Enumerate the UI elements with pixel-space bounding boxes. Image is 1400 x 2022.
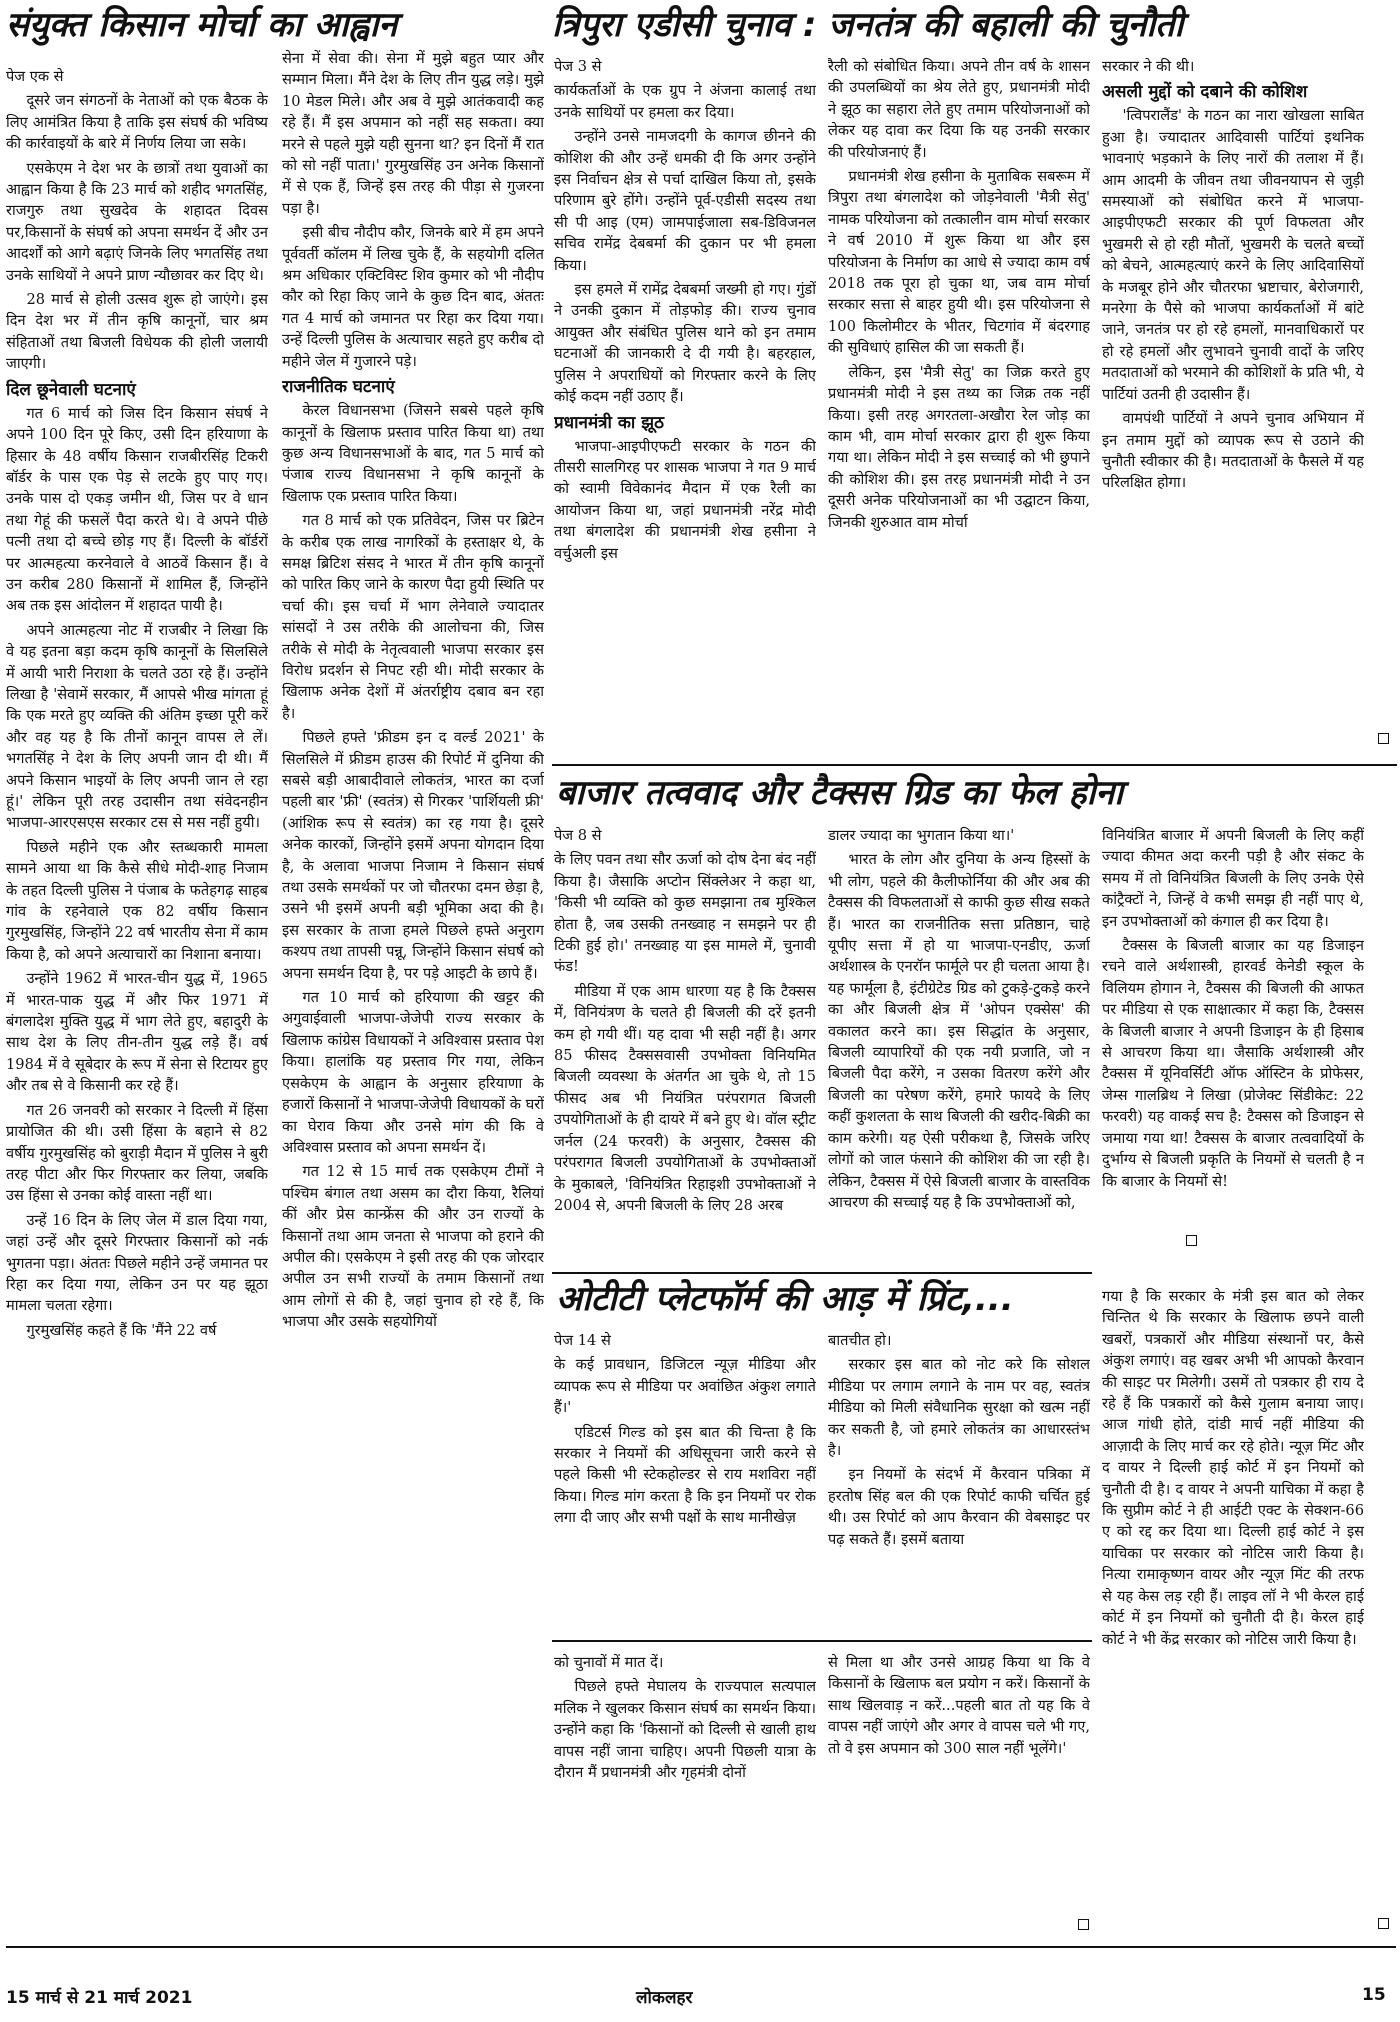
paragraph: कार्यकर्ताओं के एक ग्रुप ने अंजना कालाई तथा उनके साथियों पर हमला कर दिया। bbox=[554, 82, 816, 121]
paragraph: वामपंथी पार्टियों ने अपने चुनाव अभियान में इन तमाम मुद्दों को व्यापक रूप से उठाने की चुनौती स्वीकार की है। मतदाताओं के फैसले में यह परिलक्षित होगा। bbox=[1102, 410, 1364, 492]
paragraph: मीडिया में एक आम धारणा यह है कि टैक्सस में, विनियंत्रण के चलते ही बिजली की दरें इतनी कम हो गयी थीं। यह दावा भी सही नहीं है। अगर 85 फीसद टैक्ससवासी उपभोक्ता विनियमित बिजली व्यवस्था के अंतर्गत आ चुके थे, तो 15 फीसद अब भी नियंत्रित परंपरागत बिजली उपयोगिताओं के ही दायरे में बने हुए थे। वॉल स्ट्रीट जर्नल (24 फरवरी) के अनुसार, टैक्सस की परंपरागत बिजली उपयोगिताओं के उपभोक्ताओं के मुकाबले, 'विनियंत्रित रिहाइशी उपभोक्ताओं ने 2004 से, अपनी बिजली के लिए 28 अरब bbox=[554, 982, 816, 1214]
kisan-column-1 bbox=[6, 66, 268, 1941]
paragraph: के कई प्रावधान, डिजिटल न्यूज़ मीडिया और व्यापक रूप से मीडिया पर अवांछित अंकुश लगाते हैं।' bbox=[554, 1356, 816, 1417]
paragraph: गया है कि सरकार के मंत्री इस बात को लेकर चिन्तित थे कि सरकार के खिलाफ छपने वाली खबरों, पत्रकारों और मीडिया संस्थानों पर, कैसे अंकुश लगाएं। वह खबर अभी भी आपको कैरवान की साइट पर मिलेगी। उसमें तो पत्रकार ही राय दे रहे हैं कि पत्रकारों को कैसे गुलाम बनाया जाए। आज गांधी होते, दांडी मार्च नहीं मीडिया की आज़ादी के लिए मार्च कर रहे होते। न्यूज़ मिंट और द वायर ने दिल्ली हाई कोर्ट में इन नियमों को चुनौती दी है। द वायर ने अपनी याचिका में कहा है कि सुप्रीम कोर्ट ने ही आईटी एक्ट के सेक्शन-66 ए को रद्द कर दिया था। दिल्ली हाई कोर्ट ने इस याचिका पर सरकार को नोटिस जारी किया है। नित्या रामाकृष्णन वायर और न्यूज़ मिंट की तरफ से यह केस लड़ रही हैं। लाइव लॉ ने भी केरल हाई कोर्ट में इन नियमों को चुनौती दी है। केरल हाई कोर्ट ने भी केंद्र सरकार को नोटिस जारी किया है। bbox=[1102, 1288, 1364, 1648]
paragraph: गत 10 मार्च को हरियाणा की खट्टर की अगुवाईवाली भाजपा-जेजेपी राज्य सरकार के खिलाफ कांग्रेस विधायकों ने अविश्वास प्रस्ताव पेश किया। हालांकि यह प्रस्ताव गिर गया, लेकिन एसकेएम के आह्वान के अनुसार हरियाणा के हजारों किसानों ने भाजपा-जेजेपी विधायकों के घरों का घेराव किया और उनसे मांग की कि वे अविश्वास प्रस्ताव को अपना समर्थन दें। bbox=[282, 989, 544, 1156]
paragraph: 'त्विपरालैंड' के गठन का नारा खोखला साबित हुआ है। ज्यादातर आदिवासी पार्टियां इथनिक भावनाएं भड़काने के लिए नारों की तलाश में हैं। आम आदमी के जीवन तथा जीवनयापन से जुड़ी समस्याओं को संबोधित करने में भाजपा-आइपीएफटी सरकार की पूर्ण विफलता और भुखमरी से हो रही मौतों, भुखमरी के चलते बच्चों को बेचने, आत्महत्याएं करने के लिए आदिवासियों के मजबूर होने और चौतरफा भ्रष्टाचार, बेरोजगारी, मनरेगा के पैसे को भाजपा कार्यकर्ताओं में बांटे जाने, जनतंत्र पर हो रहे हमलों, मानवाधिकारों पर हो रहे हमलों और लुभावने चुनावी वादों के जरिए मतदाताओं को भरमाने की कोशिशों के प्रति भी, ये पार्टियां उतनी ही उदासीन हैं। bbox=[1102, 107, 1364, 403]
end-mark bbox=[1378, 1918, 1389, 1929]
paragraph: 28 मार्च से होली उत्सव शुरू हो जाएंगे। इस दिन देश भर में तीन कृषि कानूनों, चार श्रम संहिताओं तथा बिजली विधेयक की होली जलायी जाएगी। bbox=[6, 291, 268, 373]
continuation-label: पेज 8 से bbox=[554, 827, 602, 844]
end-mark bbox=[1378, 733, 1389, 744]
kisan-column-2 bbox=[282, 48, 544, 1941]
tripura-column-1 bbox=[554, 56, 816, 756]
paragraph: इसी बीच नौदीप कौर, जिनके बारे में हम अपने पूर्ववर्ती कॉलम में लिख चुके हैं, के सहयोगी दलित श्रम अधिकार एक्टिविस्ट शिव कुमार को भी नौदीप कौर को रिहा किए जाने के कुछ दिन बाद, अंततः गत 4 मार्च को जमानत पर रिहा कर दिया गया। उन्हें दिल्ली पुलिस के अत्याचार सहते हुए करीब दो महीने जेल में गुजारने पड़े। bbox=[282, 224, 544, 370]
paragraph: एसकेएम ने देश भर के छात्रों तथा युवाओं का आह्वान किया है कि 23 मार्च को शहीद भगतसिंह, राजगुरु तथा सुखदेव के शहादत दिवस पर,किसानों के संघर्ष को अपना समर्थन दें और उन आदर्शों को आगे बढ़ाएं जिनके लिए भगतसिंह तथा उनके साथियों ने अपने प्राण न्यौछावर कर दिए थे। bbox=[6, 159, 268, 284]
footer-rule bbox=[6, 1946, 1396, 1948]
paragraph: से मिला था और उनसे आग्रह किया था कि वे किसानों के खिलाफ बल प्रयोग न करें। किसानों के साथ खिलवाड़ न करें...पहली बात तो यह कि वे वापस नहीं जाएंगे और अगर वे वापस चले भी गए, तो वे इस अपमान को 300 साल नहीं भूलेंगे।' bbox=[828, 1654, 1090, 1757]
paragraph: इन नियमों के संदर्भ में कैरवान पत्रिका में हरतोष सिंह बल की एक रिपोर्ट काफी चर्चित हुई थी। उस रिपोर्ट को आप कैरवान की वेबसाइट पर पढ़ सकते हैं। इसमें बताया bbox=[828, 1466, 1090, 1548]
end-mark bbox=[1186, 1235, 1197, 1246]
paragraph: पिछले हफ्ते 'फ्रीडम इन द वर्ल्ड 2021' के सिलसिले में फ्रीडम हाउस की रिपोर्ट में दुनिया की सबसे बड़ी आबादीवाले लोकतंत्र, भारत का दर्जा पहली बार 'फ्री' (स्वतंत्र) से गिरकर 'पार्शियली फ्री' (आंशिक रूप से स्वतंत्र) का रह गया है। दूसरे अनेक कारकों, जिन्होंने इसमें अपना योगदान दिया है, के अलावा भाजपा निजाम ने किसान संघर्ष तथा उसके समर्थकों पर जो चौतरफा दमन छेड़ा है, उसने भी इसमें अपनी बड़ी भूमिका अदा की है। इस सरकार के ताजा हमले पिछले हफ्ते अनुराग कश्यप तथा तापसी पन्नू, जिन्होंने किसान संघर्ष को अपना समर्थन दिया है, पर पड़े आइटी के छापे हैं। bbox=[282, 729, 544, 982]
divider-line bbox=[552, 1272, 1092, 1274]
subheading: राजनीतिक घटनाएं bbox=[282, 377, 395, 398]
tripura-column-3 bbox=[1102, 56, 1364, 756]
subheading: प्रधानमंत्री का झूठ bbox=[554, 412, 664, 433]
paragraph: सेना में सेवा की। सेना में मुझे बहुत प्यार और सम्मान मिला। मैंने देश के लिए तीन युद्ध लड़े। मुझे 10 मेडल मिले। और अब वे मुझे आतंकवादी कह रहे हैं। मैं इस अपमान को नहीं सह सकता। क्या मरने से पहले मुझे यही सुनना था? इन दिनों मैं रात को सो नहीं पाता।' गुरमुखसिंह उन अनेक किसानों में से एक हैं, जिन्हें इस तरह की पीड़ा से गुजरना पड़ा है। bbox=[282, 50, 544, 217]
paragraph: पिछले हफ्ते मेघालय के राज्यपाल सत्यपाल मलिक ने खुलकर किसान संघर्ष का समर्थन किया। उन्होंने कहा कि 'किसानों को दिल्ली से खाली हाथ वापस नहीं जाना चाहिए। अपनी पिछली यात्रा के दौरान मैं प्रधानमंत्री और गृहमंत्री दोनों bbox=[554, 1678, 816, 1782]
kisan-continuation-column-4 bbox=[828, 1652, 1090, 1942]
paragraph: लेकिन, इस 'मैत्री सेतु' का जिक्र करते हुए प्रधानमंत्री मोदी ने इस तथ्य का जिक्र तक नहीं किया। इसी तरह अगरतला-अखौरा रेल जोड़ का काम भी, वाम मोर्चा सरकार द्वारा ही शुरू किया गया था। लेकिन मोदी ने इस सच्चाई को भी छुपाने की कोशिश की। इस तरह प्रधानमंत्री मोदी ने उन दूसरी अनेक परियोजनाओं का भी उद्घाटन किया, जिनकी शुरुआत वाम मोर्चा bbox=[828, 363, 1090, 531]
paragraph: विनियंत्रित बाजार में अपनी बिजली के लिए कहीं ज्यादा कीमत अदा करनी पड़ी है और संकट के समय में तो विनियंत्रित बिजली के लिए उनके ऐसे कांट्रैक्टों ने, जिन्हें वे कभी समझ ही नहीं पाए थे, इन उपभोक्ताओं को कंगाल ही कर दिया है। bbox=[1102, 827, 1364, 930]
paragraph: टैक्सस के बिजली बाजार का यह डिजाइन रचने वाले अर्थशास्त्री, हारवर्ड केनेडी स्कूल के विलियम होगान ने, टैक्सस की बिजली की आफत पर मीडिया से एक साक्षात्कार में कहा कि, टैक्सस के बिजली बाजार ने अपनी डिजाइन के ही हिसाब से आचरण किया था। जैसाकि अर्थशास्त्री और टैक्सस में यूनिवर्सिटी ऑफ ऑस्टिन के प्रोफेसर, जेम्स गालब्रिथ ने लिखा (प्रोजेक्ट सिंडीकेट: 22 फरवरी) यह वाकई सच है: टैक्सस को डिजाइन से जमाया गया था! टैक्सस के बाजार तत्ववादियों के दुर्भाग्य से बिजली प्रकृति के नियमों से चलती है न कि बाजार के नियमों से! bbox=[1102, 937, 1364, 1190]
paragraph: डालर ज्यादा का भुगतान किया था।' bbox=[828, 827, 1015, 844]
paragraph: को चुनावों में मात दें। bbox=[554, 1654, 664, 1671]
paragraph: भाजपा-आइपीएफटी सरकार के गठन की तीसरी सालगिरह पर शासक भाजपा ने गत 9 मार्च को स्वामी विवेकानंद मैदान में एक रैली का आयोजन किया था, जहां प्रधानमंत्री नरेंद्र मोदी तथा बंगलादेश की प्रधानमंत्री शेख हसीना ने वर्चुअली इस bbox=[554, 437, 816, 562]
paragraph: इस हमले में रामेंद्र देबबर्मा जख्मी हो गए। गुंडों ने उनकी दुकान में तोड़फोड़ की। राज्य चुनाव आयुक्त और संबंधित पुलिस थाने को इन तमाम घटनाओं की जानकारी दे दी गयी है। बहरहाल, पुलिस ने अपराधियों को गिरफ्तार करने के लिए कोई कदम नहीं उठाए हैं। bbox=[554, 281, 816, 406]
continuation-label: पेज 3 से bbox=[554, 58, 602, 75]
bazaar-column-2 bbox=[828, 825, 1090, 1265]
paragraph: के लिए पवन तथा सौर ऊर्जा को दोष देना बंद नहीं किया है। जैसाकि अप्टोन सिंक्लेअर ने कहा था, 'किसी भी व्यक्ति को कुछ समझाना तब मुश्किल होता है, जब उसकी तनख्वाह न समझने पर ही टिकी हुई हो।' तनख्वाह या इस मामले में, चुनावी फंड! bbox=[554, 851, 816, 976]
headline-tripura: त्रिपुरा एडीसी चुनाव : जनतंत्र की बहाली की चुनौती bbox=[552, 5, 1184, 45]
paragraph: गत 6 मार्च को जिस दिन किसान संघर्ष ने अपने 100 दिन पूरे किए, उसी दिन हरियाणा के हिसार के 48 वर्षीय किसान राजबीरसिंह टिकरी बॉर्डर के पास एक पेड़ से लटके हुए पाए गए। उनके पास दो एकड़ जमीन थी, जिस पर वे धान तथा गेहूं की फसलें पैदा करते थे। वे अपने पीछे पत्नी तथा दो बच्चे छोड़ गए हैं। दिल्ली के बॉर्डरों पर आत्महत्या करनेवाले वे आठवें किसान हैं। वे उन करीब 280 किसानों में शामिल हैं, जिन्होंने अब तक इस आंदोलन में शहादत पायी है। bbox=[6, 404, 268, 615]
end-mark bbox=[1078, 1919, 1089, 1930]
headline-kisan: संयुक्त किसान मोर्चा का आह्वान bbox=[6, 5, 398, 45]
paragraph: गुरमुखसिंह कहते हैं कि 'मैंने 22 वर्ष bbox=[26, 1321, 217, 1339]
kisan-continuation-column-3 bbox=[554, 1652, 816, 1942]
paragraph: गत 12 से 15 मार्च तक एसकेएम टीमों ने पश्चिम बंगाल तथा असम का दौरा किया, रैलियां कीं और प्रेस कान्फ्रेंस की और उन राज्यों के किसानों तथा आम जनता से भाजपा को हराने की अपील की। एसकेएम ने इसी तरह की एक जोरदार अपील उन सभी राज्यों के तमाम किसानों तथा आम लोगों से की है, जहां चुनाव हो रहे हैं, कि भाजपा और उसके सहयोगियों bbox=[282, 1163, 544, 1331]
footer-publication: लोकलहर bbox=[636, 1988, 693, 2008]
paragraph: भारत के लोग और दुनिया के अन्य हिस्सों के भी लोग, पहले की कैलीफोर्निया की और अब की टैक्सस की विफलताओं से काफी कुछ सीख सकते हैं। भारत का राजनीतिक सत्ता प्रतिष्ठान, चाहे यूपीए सत्ता में हो या भाजपा-एनडीए, ऊर्जा अर्थशास्त्र के एनरॉन फार्मूले पर ही चलता आया है। यह फार्मूला है, इंटीग्रेटेड ग्रिड को टुकड़े-टुकड़े करने का और बिजली क्षेत्र में 'ओपन एक्सेस' की वकालत करने का। इस सिद्धांत के अनुसार, बिजली व्यापारियों की एक नयी प्रजाति, जो न बिजली पैदा करेंगे, न उसका वितरण करेंगे और बिजली का परेषण करेंगे, हमारे फायदे के लिए कहीं कुशलता के साथ बिजली की खरीद-बिक्री का काम करेगी। यह ऐसी परीकथा है, जिसके जरिए लोगों को जाल फंसाने की कोशिश की जा रही है। लेकिन, टैक्सस में ऐसे बिजली बाजार के वास्तविक आचरण की सच्चाई यह है कि उपभोक्ताओं को, bbox=[828, 851, 1090, 1211]
paragraph: पिछले महीने एक और स्तब्धकारी मामला सामने आया था कि कैसे सीधे मोदी-शाह निजाम के तहत दिल्ली पुलिस ने पंजाब के फतेहगढ़ साहब गांव के रहनेवाले एक 82 वर्षीय किसान गुरमुखसिंह, जिन्होंने 22 वर्ष भारतीय सेना में काम किया है, को अपने अत्याचारों का निशाना बनाया। bbox=[6, 838, 268, 963]
paragraph: सरकार ने की थी। bbox=[1102, 58, 1195, 75]
paragraph: उन्होंने उनसे नामजदगी के कागज छीनने की कोशिश की और उन्हें धमकी दी कि अगर उन्होंने इस निर्वाचन क्षेत्र से पर्चा दाखिल किया तो, इसके परिणाम बुरे होंगे। उन्होंने पूर्व-एडीसी सदस्य तथा सी पी आइ (एम) जामपाईजाला सब-डिविजनल सचिव रामेंद्र देबबर्मा की दुकान पर भी हमला किया। bbox=[554, 128, 816, 274]
subheading: असली मुद्दों को दबाने की कोशिश bbox=[1102, 82, 1308, 103]
paragraph: गत 8 मार्च को एक प्रतिवेदन, जिस पर ब्रिटेन के करीब एक लाख नागरिकों के हस्ताक्षर थे, के समक्ष ब्रिटिश संसद ने भारत में तीन कृषि कानूनों को पारित किए जाने के कारण पैदा हुयी स्थिति पर चर्चा की। इस चर्चा में भाग लेनेवाले ज्यादातर सांसदों ने उस तरीके की आलोचना की, जिस तरीके से मोदी के नेतृत्ववाली भाजपा सरकार इस विरोध प्रदर्शन से निपट रही थी। मोदी सरकार के खिलाफ अनेक देशों में अंतर्राष्ट्रीय दबाव बन रहा है। bbox=[282, 512, 544, 722]
footer-page-number: 15 bbox=[1362, 1985, 1386, 2005]
footer-date: 15 मार्च से 21 मार्च 2021 bbox=[6, 1988, 193, 2008]
paragraph: रैली को संबोधित किया। अपने तीन वर्ष के शासन की उपलब्धियों का श्रेय लेते हुए, प्रधानमंत्री मोदी ने झूठ का सहारा लेते हुए तमाम परियोजनाओं को लेकर यह दावा कर दिया कि यह उनकी सरकार की परियोजनाएं हैं। bbox=[828, 58, 1090, 161]
paragraph: उन्होंने 1962 में भारत-चीन युद्ध में, 1965 में भारत-पाक युद्ध में और फिर 1971 में बंगलादेश मुक्ति युद्ध में भाग लेते हुए, बहादुरी के साथ देश के लिए तीन-तीन युद्ध लड़े हैं। वर्ष 1984 में वे सूबेदार के रूप में सेना से रिटायर हुए और तब से वे किसानी कर रहे हैं। bbox=[6, 970, 268, 1095]
tripura-column-2 bbox=[828, 56, 1090, 756]
paragraph: उन्हें 16 दिन के लिए जेल में डाल दिया गया, जहां उन्हें और दूसरे गिरफ्तार किसानों को नर्क भुगतना पड़ा। अंततः पिछले महीने उन्हें जमानत पर रिहा कर दिया गया, लेकिन उन पर यह झूठा मामला चलता रहेगा। bbox=[6, 1211, 268, 1315]
paragraph: एडिटर्स गिल्ड को इस बात की चिन्ता है कि सरकार ने नियमों की अधिसूचना जारी करने से पहले किसी भी स्टेकहोल्डर से राय मशविरा नहीं किया। गिल्ड मांग करता है कि इन नियमों पर रोक लगा दी जाए और सभी पक्षों के साथ मानीखेज़ bbox=[554, 1423, 816, 1527]
ott-column-3 bbox=[1102, 1286, 1364, 1941]
paragraph: अपने आत्महत्या नोट में राजबीर ने लिखा कि वे यह इतना बड़ा कदम कृषि कानूनों के सिलसिले में आयी भारी निराशा के चलते उठा रहे हैं। उन्होंने लिखा है 'सेवामें सरकार, मैं आपसे भीख मांगता हूं कि एक मरते हुए व्यक्ति की अंतिम इच्छा पूरी करें और वह यह है कि तीनों कानून वापस ले लें। भगतसिंह ने देश के लिए अपनी जान दी थी। मैं अपने किसान भाइयों के लिए अपनी जान ले रहा हूं।' लेकिन पूरी तरह उदासीन तथा संवेदनहीन भाजपा-आरएसएस सरकार टस से मस नहीं हुयी। bbox=[6, 621, 268, 832]
ott-column-2 bbox=[828, 1330, 1090, 1630]
headline-bazaar: बाजार तत्ववाद और टैक्सस ग्रिड का फेल होना bbox=[556, 773, 1124, 813]
paragraph: सरकार इस बात को नोट करे कि सोशल मीडिया पर लगाम लगाने के नाम पर वह, स्वतंत्र मीडिया को मिली संवैधानिक सुरक्षा को खत्म नहीं कर सकती है, जो हमारे लोकतंत्र का आधारस्तंभ है। bbox=[828, 1356, 1090, 1460]
divider-line bbox=[552, 1640, 1092, 1642]
headline-ott: ओटीटी प्लेटफॉर्म की आड़ में प्रिंट,... bbox=[556, 1279, 1014, 1319]
paragraph: बातचीत हो। bbox=[828, 1332, 892, 1349]
subheading: दिल छूनेवाली घटनाएं bbox=[6, 379, 136, 400]
bazaar-column-1 bbox=[554, 825, 816, 1265]
paragraph: प्रधानमंत्री शेख हसीना के मुताबिक सबरूम में त्रिपुरा तथा बंगलादेश को जोड़नेवाली 'मैत्री सेतु' नामक परियोजना को तत्कालीन वाम मोर्चा सरकार ने वर्ष 2010 में शुरू किया था और इस परियोजना के निर्माण का आधे से ज्यादा काम वर्ष 2018 तक पूरा हो चुका था, जब वाम मोर्चा सरकार सत्ता से बाहर हुयी थी। इस परियोजना से 100 किलोमीटर के भीतर, चिटगांव में बंदरगाह की सुविधाएं हासिल की जा सकती हैं। bbox=[828, 168, 1090, 357]
ott-column-1 bbox=[554, 1330, 816, 1630]
paragraph: केरल विधानसभा (जिसने सबसे पहले कृषि कानूनों के खिलाफ प्रस्ताव पारित किया था) तथा कुछ अन्य विधानसभाओं के बाद, गत 5 मार्च को पंजाब राज्य विधानसभा ने कृषि कानूनों के खिलाफ एक प्रस्ताव पारित किया। bbox=[282, 402, 544, 505]
continuation-label: पेज एक से bbox=[6, 68, 64, 85]
paragraph: दूसरे जन संगठनों के नेताओं को एक बैठक के लिए आमंत्रित किया है ताकि इस संघर्ष की भविष्य की कार्रवाइयों के बारे में निर्णय लिया जा सके। bbox=[6, 92, 268, 153]
continuation-label: पेज 14 से bbox=[554, 1332, 611, 1349]
bazaar-column-3 bbox=[1102, 825, 1364, 1265]
paragraph: गत 26 जनवरी को सरकार ने दिल्ली में हिंसा प्रायोजित की थी। उसी हिंसा के बहाने से 82 वर्षीय गुरमुखसिंह को बुराड़ी मैदान में पुलिस ने बुरी तरह पीटा और फिर गिरफ्तार कर लिया, जबकि उस हिंसा से उनका कोई वास्ता नहीं था। bbox=[6, 1101, 268, 1205]
divider-line bbox=[552, 764, 1397, 766]
